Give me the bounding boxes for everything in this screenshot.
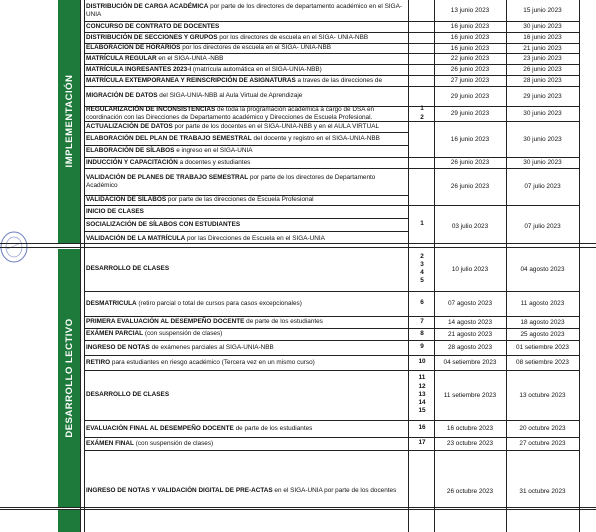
activity-text bbox=[86, 66, 322, 74]
activity-cell bbox=[86, 145, 408, 157]
activity-detail: (retiro parcial o total de cursos para casos excepcionales) bbox=[136, 299, 302, 307]
activity-text bbox=[86, 235, 325, 243]
activity-detail: (con suspensión de clases) bbox=[133, 439, 214, 447]
week-number: 10 bbox=[418, 358, 426, 366]
end-date: 29 junio 2023 bbox=[523, 92, 562, 100]
activity-detail: por parte de las direcciones de Escuela Profesional bbox=[166, 196, 314, 204]
activity-text bbox=[86, 196, 314, 204]
activity-cell bbox=[86, 132, 408, 145]
end-date: 28 junio 2023 bbox=[523, 77, 562, 84]
week-number: 7 bbox=[420, 317, 424, 325]
activity-cell bbox=[86, 370, 408, 420]
start-date: 22 junio 2023 bbox=[450, 55, 490, 62]
activity-text bbox=[86, 487, 396, 495]
week-number: 2 3 4 5 bbox=[420, 252, 424, 285]
activity-detail: del SIGA-UNIA-NBB al Aula Virtual de Aprendizaje bbox=[157, 92, 303, 100]
activity-text bbox=[86, 106, 408, 121]
activity-cell bbox=[86, 21, 408, 32]
end-date: 30 junio 2023 bbox=[523, 135, 562, 143]
activity-text bbox=[86, 135, 380, 143]
activity-title: VALIDACIÓN DE SÍLABOS bbox=[86, 196, 167, 204]
activity-cell bbox=[86, 157, 408, 168]
end-date: 30 junio 2023 bbox=[523, 110, 562, 117]
start-date: 14 agosto 2023 bbox=[447, 318, 493, 326]
week-number: 1 bbox=[420, 220, 424, 228]
activity-title: MATRÍCULA EXTEMPORANEA Y REINSCRIPCIÓN DE ASIGNATURAS bbox=[86, 76, 296, 84]
grid-vline bbox=[84, 0, 85, 532]
activity-detail: en el SIGA-UNIA -NBB bbox=[156, 54, 224, 62]
activity-cell bbox=[86, 205, 408, 218]
activity-text bbox=[86, 44, 331, 52]
activity-detail: a traves de las direcciones de bbox=[295, 76, 383, 84]
start-date: 10 julio 2023 bbox=[451, 265, 489, 273]
end-date: 23 junio 2023 bbox=[523, 55, 562, 62]
start-date: 16 junio 2023 bbox=[450, 23, 490, 30]
activity-cell bbox=[86, 328, 408, 340]
start-date: 26 junio 2023 bbox=[450, 66, 490, 73]
section-label-desarrollo: DESARROLLO LECTIVO bbox=[63, 318, 75, 438]
activity-text bbox=[86, 330, 222, 338]
activity-text bbox=[86, 221, 240, 229]
end-date: 11 agosto 2023 bbox=[520, 300, 565, 307]
start-date: 16 junio 2023 bbox=[450, 44, 490, 52]
section-label-implementacion: IMPLEMENTACIÓN bbox=[63, 74, 75, 168]
activity-detail: por los directores de escuela en el SIGA- UNIA-NBB bbox=[217, 33, 369, 41]
end-date: 30 junio 2023 bbox=[523, 23, 562, 30]
week-number: 8 bbox=[420, 329, 424, 337]
activity-title: INGRESO DE NOTAS Y VALIDACIÓN DIGITAL DE PRE-ACTAS bbox=[86, 487, 273, 495]
start-date: 26 junio 2023 bbox=[450, 159, 490, 166]
activity-cell bbox=[86, 291, 408, 316]
activity-title: RETIRO bbox=[86, 358, 111, 366]
activity-cell bbox=[86, 195, 408, 205]
start-date: 16 octubre 2023 bbox=[446, 425, 494, 432]
grid-vline bbox=[408, 0, 409, 532]
activity-cell bbox=[86, 218, 408, 231]
activity-text bbox=[86, 318, 323, 326]
activity-text bbox=[86, 425, 312, 433]
start-date: 04 setiembre 2023 bbox=[443, 359, 497, 366]
activity-detail: por parte de los directores de Departamento Académico bbox=[86, 173, 376, 189]
activity-text bbox=[86, 300, 302, 308]
activity-cell bbox=[86, 247, 408, 291]
end-date: 20 octubre 2023 bbox=[519, 425, 566, 432]
activity-cell bbox=[86, 437, 408, 450]
end-date: 07 julio 2023 bbox=[524, 183, 561, 190]
activity-title: EVALUACIÓN FINAL AL DESEMPEÑO DOCENTE bbox=[86, 424, 234, 432]
activity-detail: (matrícula automática en el SIGA-UNIA-NBB) bbox=[191, 65, 322, 73]
start-date: 11 setiembre 2023 bbox=[443, 391, 497, 399]
activity-cell bbox=[86, 316, 408, 328]
activity-title: MIGRACIÓN DE DATOS bbox=[86, 92, 158, 100]
end-date: 21 junio 2023 bbox=[523, 44, 562, 52]
activity-cell bbox=[86, 231, 408, 247]
activity-detail: e ingreso en el SIGA-UNIA bbox=[174, 147, 253, 155]
activity-text bbox=[86, 34, 368, 42]
activity-title: INICIO DE CLASES bbox=[86, 207, 144, 215]
activity-detail: (con suspensión de clases) bbox=[143, 330, 223, 338]
activity-text bbox=[86, 55, 223, 63]
activity-detail: por parte de los docentes en el SIGA-UNIA-NBB y en el AULA VIRTUAL bbox=[172, 122, 380, 130]
end-date: 04 agosto 2023 bbox=[520, 265, 565, 273]
activity-cell bbox=[86, 32, 408, 43]
week-number: 6 bbox=[420, 299, 424, 307]
start-date: 26 octubre 2023 bbox=[446, 487, 494, 495]
end-date: 30 junio 2023 bbox=[523, 159, 562, 166]
start-date: 07 agosto 2023 bbox=[447, 300, 493, 307]
activity-detail: por los directores de escuela en el SIGA- UNIA-NBB bbox=[180, 44, 332, 52]
activity-cell bbox=[86, 43, 408, 53]
end-date: 08 setiembre 2023 bbox=[516, 359, 569, 366]
activity-title: ELABORACIÓN DE SÍLABOS bbox=[86, 147, 175, 155]
activity-title: DESARROLLO DE CLASES bbox=[86, 391, 170, 399]
start-date: 29 junio 2023 bbox=[450, 92, 490, 100]
activity-text bbox=[86, 265, 169, 273]
activity-title: PRIMERA EVALUACIÓN AL DESEMPEÑO DOCENTE bbox=[86, 318, 245, 326]
end-date: 26 junio 2023 bbox=[523, 66, 562, 73]
grid-vline bbox=[80, 0, 81, 532]
grid-vline bbox=[579, 0, 580, 532]
start-date: 13 junio 2023 bbox=[450, 7, 490, 14]
activity-cell bbox=[86, 168, 408, 195]
activity-cell bbox=[86, 340, 408, 355]
week-number: 16 bbox=[418, 424, 426, 432]
activity-text bbox=[86, 123, 379, 131]
activity-text bbox=[86, 3, 408, 18]
activity-cell bbox=[86, 86, 408, 106]
week-number: 9 bbox=[420, 343, 424, 351]
end-date: 18 agosto 2023 bbox=[520, 318, 565, 326]
week-number: 1 2 bbox=[420, 105, 424, 121]
start-date: 23 octubre 2023 bbox=[446, 440, 494, 447]
activity-text bbox=[86, 92, 302, 100]
activity-text bbox=[86, 391, 169, 399]
activity-detail: de toda la programación académica a cargo de DSA en coordinación con las Direcciones de Departamento académico y Direcciones de Escuela Profesional. bbox=[86, 105, 375, 121]
activity-text bbox=[86, 344, 274, 352]
start-date: 21 agosto 2023 bbox=[447, 330, 493, 338]
activity-text bbox=[86, 159, 250, 167]
activity-title: MATRÍCULA INGRESANTES 2023-I bbox=[86, 65, 192, 73]
start-date: 28 agosto 2023 bbox=[447, 344, 493, 351]
week-number: 11 12 13 14 15 bbox=[418, 374, 426, 415]
activity-text bbox=[86, 359, 315, 367]
activity-text bbox=[86, 23, 219, 31]
end-date: 27 octubre 2023 bbox=[519, 440, 566, 447]
end-date: 25 agosto 2023 bbox=[520, 330, 565, 338]
activity-title: VALIDACIÓN DE LA MATRÍCULA bbox=[86, 235, 186, 243]
end-date: 13 octubre 2023 bbox=[519, 391, 566, 399]
activity-title: VALIDACIÓN DE PLANES DE TRABAJO SEMESTRAL bbox=[86, 173, 249, 181]
activity-title: DISTRIBUCIÓN DE CARGA ACADÉMICA bbox=[86, 2, 209, 10]
activity-cell bbox=[86, 121, 408, 132]
activity-detail: del docente y registro en el SIGA-UNIA-NBB bbox=[251, 134, 380, 142]
activity-cell bbox=[86, 75, 408, 86]
activity-title: EXÁMEN FINAL bbox=[86, 439, 134, 447]
section-next-bg bbox=[58, 509, 80, 532]
start-date: 16 junio 2023 bbox=[450, 135, 490, 143]
start-date: 27 junio 2023 bbox=[450, 77, 490, 84]
activity-title: SOCIALIZACIÓN DE SÍLABOS CON ESTUDIANTES bbox=[86, 220, 241, 228]
end-date: 01 setiembre 2023 bbox=[516, 344, 569, 351]
activity-detail: de parte de los estudiantes bbox=[244, 318, 323, 326]
activity-detail: para estudiantes en riesgo académico (Tercera vez en un mismo curso) bbox=[110, 358, 315, 366]
activity-title: REGULARIZACIÓN DE INCONSISTENCIAS bbox=[86, 105, 216, 113]
activity-title: INGRESO DE NOTAS bbox=[86, 343, 150, 351]
start-date: 29 junio 2023 bbox=[450, 110, 490, 117]
end-date: 31 octubre 2023 bbox=[519, 487, 566, 495]
activity-cell bbox=[86, 450, 408, 532]
activity-text bbox=[86, 147, 253, 155]
activity-cell bbox=[86, 0, 408, 21]
start-date: 26 junio 2023 bbox=[450, 183, 490, 190]
activity-title: INDUCCIÓN Y CAPACITACIÓN bbox=[86, 158, 178, 166]
start-date: 16 junio 2023 bbox=[450, 34, 490, 41]
activity-cell bbox=[86, 420, 408, 437]
activity-title: CONCURSO DE CONTRATO DE DOCENTES bbox=[86, 22, 220, 30]
activity-detail: de parte de los estudiantes bbox=[233, 424, 313, 432]
start-date: 03 julio 2023 bbox=[451, 222, 489, 230]
activity-detail: de exámenes parciales al SIGA-UNIA-NBB bbox=[149, 343, 274, 351]
end-date: 07 julio 2023 bbox=[524, 222, 561, 230]
activity-cell bbox=[86, 64, 408, 75]
activity-cell bbox=[86, 106, 408, 121]
activity-title: MATRÍCULA REGULAR bbox=[86, 54, 157, 62]
activity-cell bbox=[86, 355, 408, 370]
activity-detail: en el SIGA-UNIA por parte de los docentes bbox=[272, 487, 397, 495]
activity-text bbox=[86, 174, 408, 189]
activity-title: EXÁMEN PARCIAL bbox=[86, 330, 144, 338]
activity-detail: por parte de los directores de departamento académico en el SIGA-UNIA bbox=[86, 2, 402, 18]
end-date: 15 junio 2023 bbox=[523, 7, 562, 14]
activity-cell bbox=[86, 53, 408, 64]
activity-detail: a docentes y estudiantes bbox=[177, 158, 251, 166]
activity-text bbox=[86, 440, 213, 448]
activity-title: ELABORACIÓN DE HORARIOS bbox=[86, 44, 181, 52]
activity-title: ELABORACIÓN DEL PLAN DE TRABAJO SEMESTRAL bbox=[86, 134, 252, 142]
activity-detail: por las Direcciones de Escuela en el SIGA-UNIA bbox=[185, 235, 325, 243]
week-number: 17 bbox=[418, 439, 426, 447]
activity-title: DESARROLLO DE CLASES bbox=[86, 265, 170, 273]
activity-text bbox=[86, 77, 382, 85]
activity-text bbox=[86, 208, 144, 216]
activity-title: DESMATRICULA bbox=[86, 299, 137, 307]
activity-title: ACTUALIZACIÓN DE DATOS bbox=[86, 122, 173, 130]
end-date: 16 junio 2023 bbox=[523, 34, 562, 41]
activity-title: DISTRIBUCIÓN DE SECCIONES Y GRUPOS bbox=[86, 33, 218, 41]
